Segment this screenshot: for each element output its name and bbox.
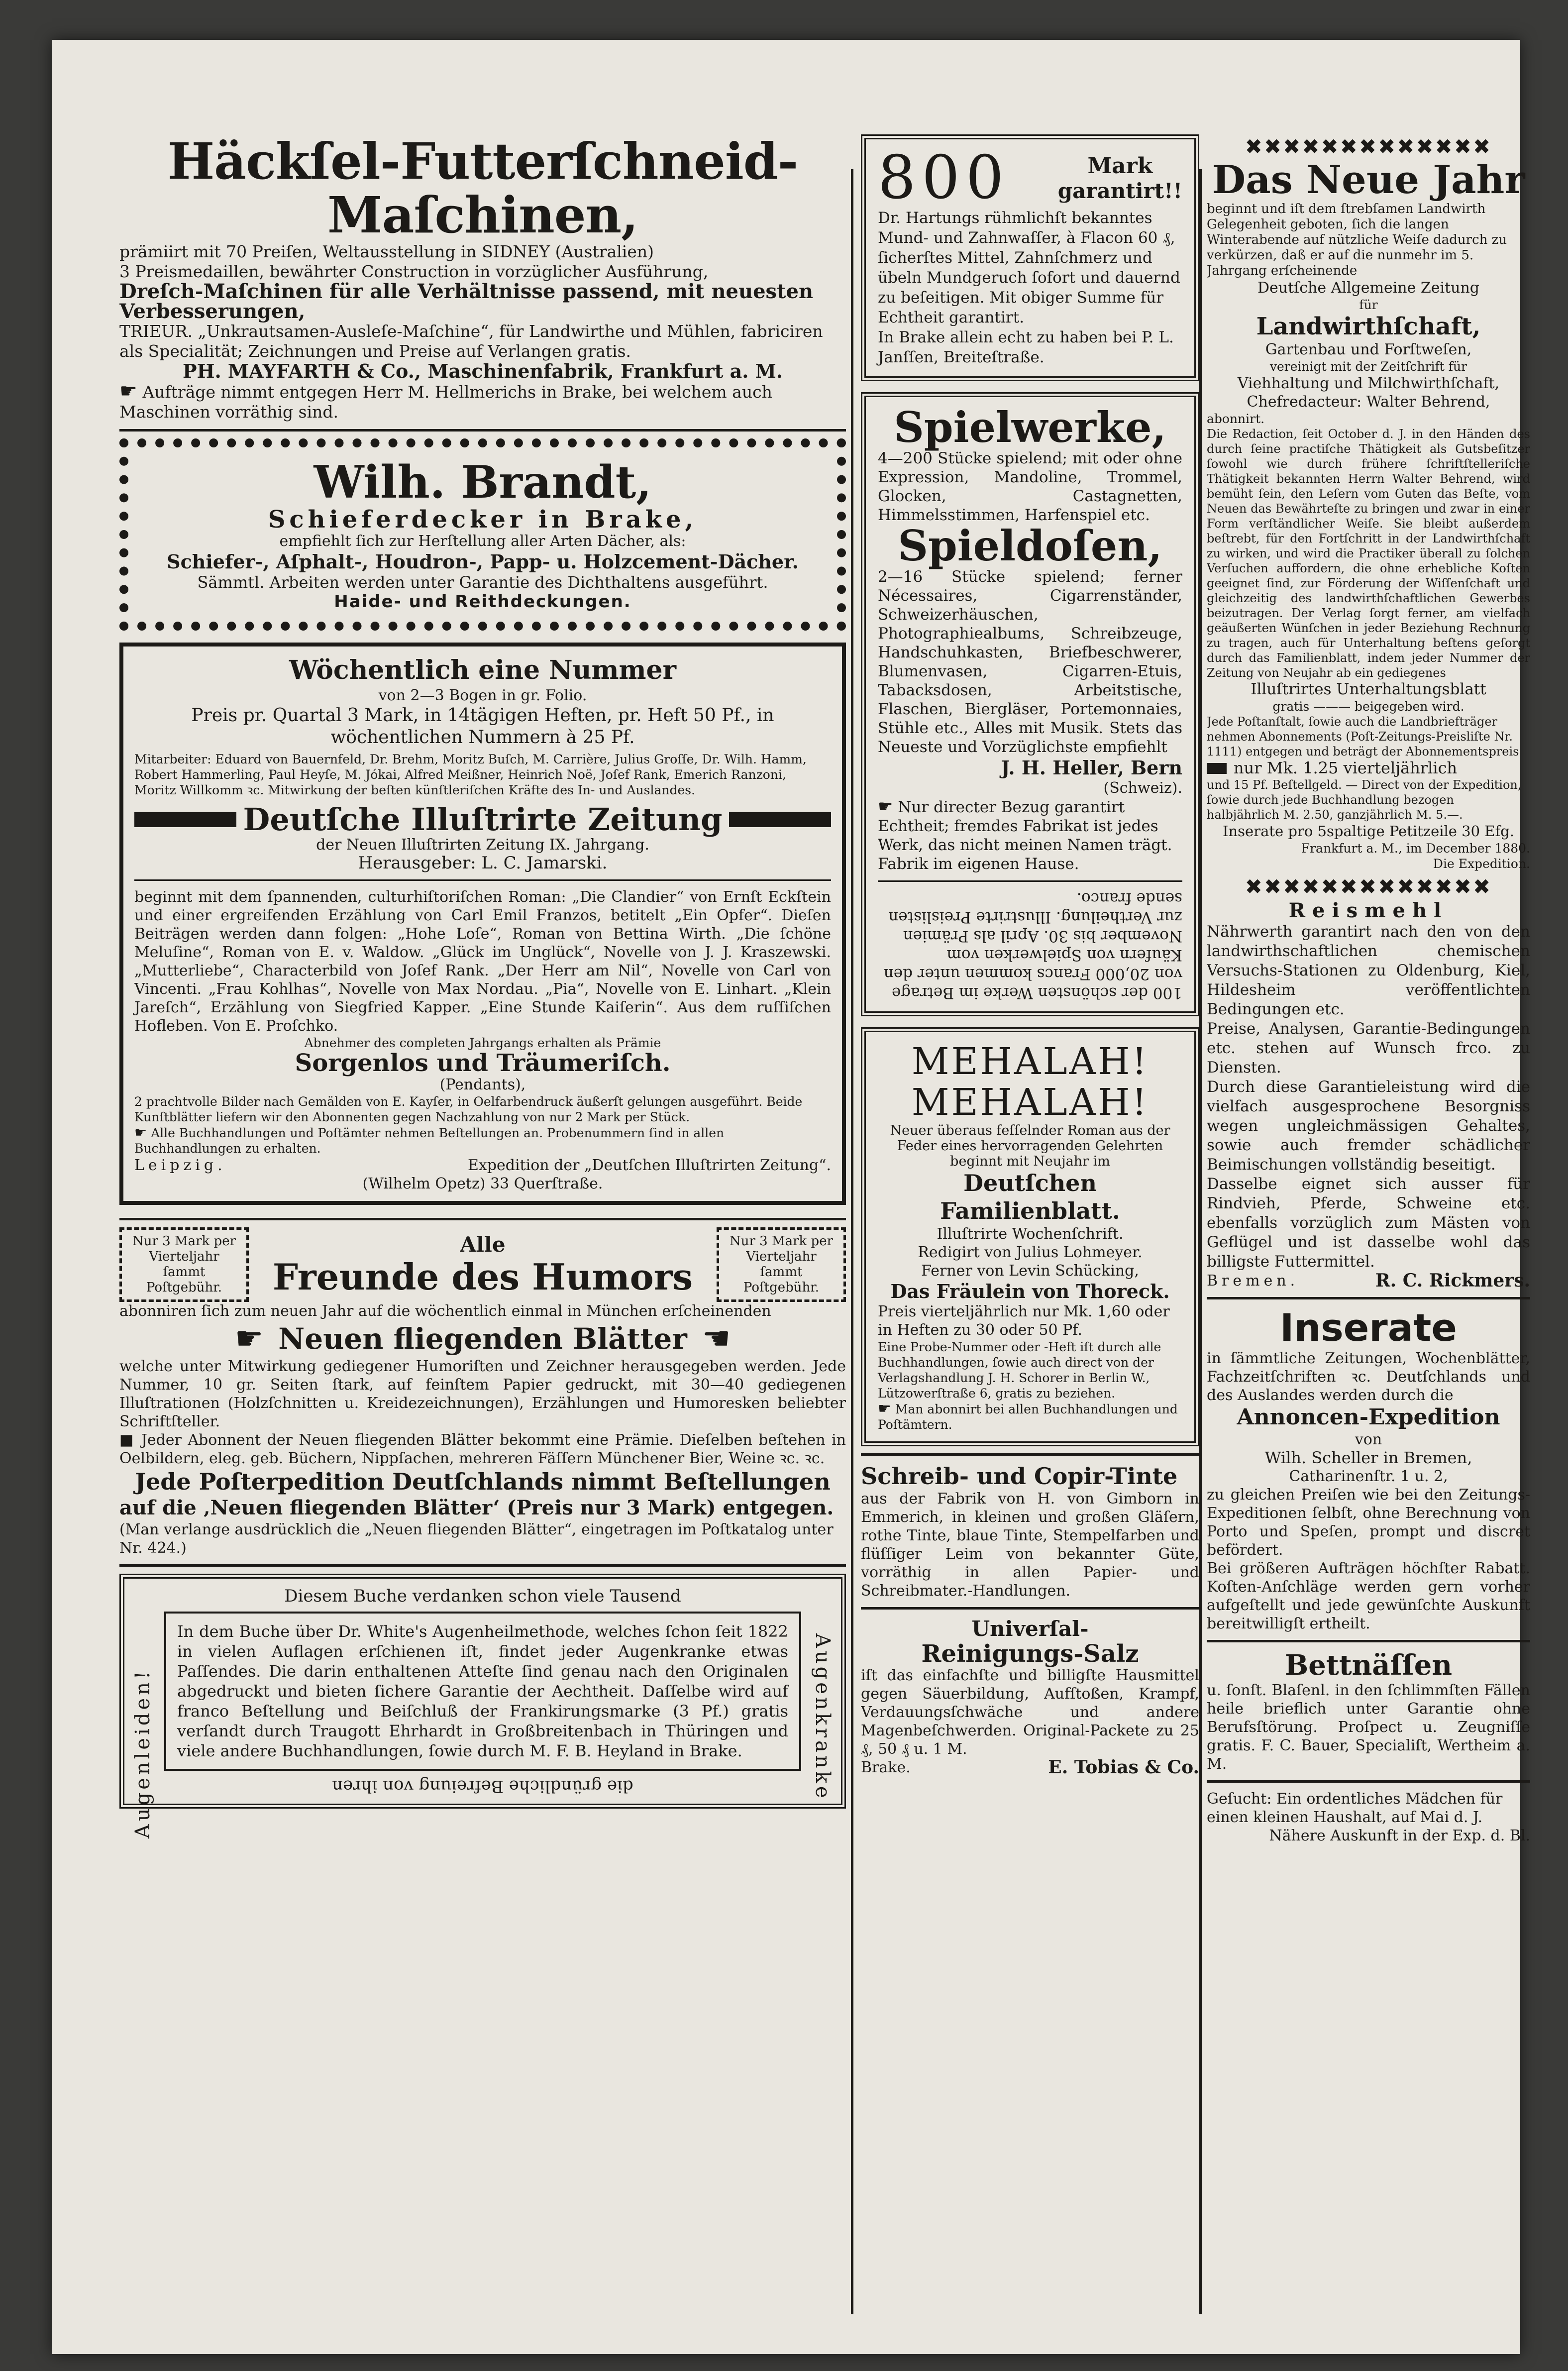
ad-text: beginnt mit dem ſpannenden, culturhiſtoriſchen Roman: „Die Clandier“ von Ernſt Eckſtein und einer ergreifenden Erzählung von Carl Emil Franzos, betitelt „Ein Opfer“. Dieſen Beiträgen werden dann folgen: „Hohe Loſe“, Roman von Bettina Wirth. „Die ſchöne Meluſine“, Roman von E. v. Waldow. „Glück im Unglück“, Novelle von J. J. Kraszewski. „Mutterliebe“, Characterbild von Joſef Rank. „Der Herr am Nil“, Novelle von Carl von Vincenti. „Frau Kohlhas“, Novelle von Max Nordau. „Pia“, Novelle von E. Linhart. „Klein Jareſch“, Erzählung von Siegfried Kapper. „Eine Stunde Kaiſerin“. Aus dem ruſſiſchen Hofleben. Von E. Proſchko. bbox=[134, 888, 831, 1035]
ad-text: 2—16 Stücke spielend; ferner Nécessaires, Cigarrenständer, Schweizerhäuschen, Photographiealbums, Schreibzeuge, Handschuhkasten, Briefbeschwerer, Blumenvasen, Cigarren-Etuis, Tabacksdosen, Arbeitstische, Flaschen, Biergläser, Portemonnaies, Stühle etc., Alles mit Musik. Stets das Neueste und Vorzüglichste empfiehlt bbox=[878, 568, 1182, 756]
ad-text: In dem Buche über Dr. White's Augenheilmethode, welches ſchon ſeit 1822 in vielen Auflagen erſchienen iſt, findet jeder Augenkranke etwas Paſſendes. Die darin enthaltenen Atteſte ſind genau nach den Originalen abgedruckt und bieten ſichere Garantie der Aechtheit. Daſſelbe wird auf franco Beſtellung und Beiſchluß der Frankirungsmarke (3 Pf.) gratis verſandt durch Traugott Ehrhardt in Großbreitenbach in Thüringen und viele andere Buchhandlungen, ſowie durch M. F. B. Heyland in Brake. bbox=[164, 1612, 801, 1771]
ad-line: Haide- und Reithdeckungen. bbox=[334, 592, 631, 612]
divider bbox=[119, 429, 846, 431]
divider bbox=[119, 1218, 846, 1220]
ad-line bbox=[878, 1401, 1182, 1432]
ad-title-group bbox=[273, 1232, 693, 1297]
ad-line: Illuſtrirtes Unterhaltungsblatt bbox=[1251, 680, 1486, 698]
ad-title: Univerſal- bbox=[971, 1617, 1089, 1641]
ad-line: garantirt!! bbox=[1057, 179, 1182, 203]
pointing-hand-icon: ☛ bbox=[234, 1320, 264, 1357]
ad-city: Bremen. bbox=[1207, 1272, 1299, 1290]
ad-line: Schiefer-, Aſphalt-, Houdron-, Papp- u. Holzcement-Dächer. bbox=[167, 550, 799, 573]
ad-contributors: Mitarbeiter: Eduard von Bauernfeld, Dr. Brehm, Moritz Buſch, M. Carrière, Julius Groſſe, Dr. Wilh. Hamm, Robert Hammerling, Paul Heyſe, M. Jókai, Alfred Meißner, Heinrich Noë, Joſef Rank, Emerich Ranzoni, Moritz Willkomm ꝛc. Mitwirkung der beſten künſtleriſchen Kräfte des In- und Auslandes. bbox=[134, 752, 807, 797]
ad-line: von 2—3 Bogen in gr. Folio. bbox=[378, 687, 587, 704]
ad-line: Ferner von Levin Schücking, bbox=[921, 1262, 1139, 1280]
divider bbox=[861, 1607, 1199, 1610]
divider bbox=[861, 1453, 1199, 1456]
ad-line: Diesem Buche verdanken schon viele Tausend bbox=[284, 1586, 681, 1606]
ad-heller bbox=[861, 392, 1199, 1016]
ad-text bbox=[119, 1431, 846, 1468]
divider bbox=[1207, 1297, 1530, 1299]
newspaper-page bbox=[52, 40, 1530, 2354]
divider bbox=[1207, 1640, 1530, 1642]
ad-heading: Landwirthſchaft, bbox=[1256, 313, 1481, 340]
ad-title: Häckſel-Futterſchneid-Maſchinen, bbox=[167, 134, 798, 244]
pointing-hand-icon: ☛ bbox=[134, 1124, 147, 1141]
ad-line-text: Alle Buchhandlungen und Poſtämter nehmen Beſtellungen an. Probenummern ſind in allen Buchhandlungen zu erhalten. bbox=[134, 1126, 725, 1156]
ad-line: (Pendants), bbox=[439, 1076, 526, 1093]
ad-line: Alle bbox=[460, 1232, 506, 1257]
ornament-row: ✖✖✖✖✖✖✖✖✖✖✖✖✖ bbox=[1245, 134, 1492, 159]
ad-header bbox=[878, 143, 1182, 213]
ad-text: welche unter Mitwirkung gediegener Humoriſten und Zeichner herausgegeben werden. Jede Nummer, 10 gr. Seiten ſtark, auf feinſtem Papier gedruckt, mit 30—40 gediegenen Illuſtrationen (Holzſchnitten u. Kreidezeichnungen), Erzählungen und Humoresken beliebter Schriftſteller. bbox=[119, 1358, 846, 1430]
ad-text: Dasselbe eignet sich ausser für Rindvieh, Pferde, Schweine etc. ebenfalls vorzüglich zum Mästen von Geflügel und ist dasselbe wohl das billigste Futtermittel. bbox=[1207, 1175, 1530, 1271]
ad-heading: Jede Poſterpedition Deutſchlands nimmt Beſtellungen bbox=[135, 1468, 831, 1495]
ad-text-body: Nur directer Bezug garantirt Echtheit; fremdes Fabrikat ist jedes Werk, das nicht meinen Namen trägt. Fabrik im eigenen Hause. bbox=[878, 798, 1172, 873]
ad-line-text: Man abonnirt bei allen Buchhandlungen und Poſtämtern. bbox=[878, 1402, 1178, 1432]
ad-line: Frankfurt a. M., im December 1880. bbox=[1301, 841, 1530, 856]
ad-title-group bbox=[1058, 153, 1182, 203]
ad-footer bbox=[134, 1156, 831, 1175]
ad-line: (Man verlange ausdrücklich die „Neuen fliegenden Blätter“, eingetragen im Poſtkatalog unter Nr. 424.) bbox=[119, 1521, 834, 1557]
ad-line: PH. MAYFARTH & Co., Maschinenfabrik, Frankfurt a. M. bbox=[183, 360, 783, 382]
bar-block bbox=[134, 812, 236, 827]
ad-heading: Sorgenlos und Träumeriſch. bbox=[295, 1049, 671, 1077]
ad-heading: Neuen fliegenden Blätter bbox=[278, 1322, 687, 1356]
ad-firm: Wilh. Scheller in Bremen, bbox=[1264, 1448, 1472, 1467]
ad-amount: 800 bbox=[878, 143, 1010, 213]
ad-line-inverted: die gründliche Befreiung von ihren bbox=[332, 1776, 633, 1796]
ad-humor bbox=[119, 1227, 846, 1557]
ad-haecksel bbox=[119, 134, 846, 422]
ad-text: zu gleichen Preiſen wie bei den Zeitungs-Expeditionen ſelbſt, ohne Berechnung von Porto und Speſen, prompt und discret befördert. bbox=[1207, 1486, 1530, 1559]
ad-line: Illuſtrirte Wochenſchrift. bbox=[937, 1225, 1124, 1243]
ad-hartung bbox=[861, 134, 1199, 381]
ad-text bbox=[878, 797, 1182, 873]
ad-text-inverted: 100 der schönsten Werke im Betrage von 20,000 Francs kommen unter den Käufern von Spielwerken vom November bis 30. April als Prämien zur Vertheilung. Illustrirte Preislisten sende franco. bbox=[883, 889, 1182, 1002]
ad-text-body: Jeder Abonnent der Neuen fliegenden Blätter bekommt eine Prämie. Dieſelben beſtehen in Oelbildern, eleg. geb. Büchern, Nippſachen, mehreren Fäſſern Münchener Bier, Weine ꝛc. ꝛc. bbox=[119, 1431, 846, 1467]
pointing-hand-icon: ☛ bbox=[878, 797, 893, 817]
ad-country: (Schweiz). bbox=[1103, 779, 1182, 797]
ad-line: Abnehmer des completen Jahrgangs erhalten als Prämie bbox=[304, 1036, 661, 1050]
ad-title: Freunde des Humors bbox=[272, 1256, 693, 1298]
ad-heading-row bbox=[119, 1320, 846, 1357]
ad-line: Die Expedition. bbox=[1433, 857, 1530, 871]
ad-line: empfiehlt ſich zur Herſtellung aller Arten Dächer, als: bbox=[279, 533, 686, 550]
ad-text: Geſucht: Ein ordentliches Mädchen für einen kleinen Haushalt, auf Mai d. J. bbox=[1207, 1790, 1503, 1826]
ad-title: Reinigungs-Salz bbox=[921, 1640, 1139, 1668]
divider bbox=[119, 1564, 846, 1567]
ad-line: Nähere Auskunft in der Exp. d. Bl. bbox=[1269, 1827, 1530, 1844]
ad-subtitle: der Neuen Illuſtrirten Zeitung IX. Jahrgang. bbox=[316, 836, 649, 854]
ad-line: Viehhaltung und Milchwirthſchaft, bbox=[1237, 375, 1500, 392]
ad-text: u. ſonſt. Blaſenl. in den ſchlimmſten Fällen heile brieflich unter Garantie ohne Berufsſtörung. Proſpect u. Zeugniſſe gratis. F. C. Bauer, Specialiſt, Wertheim a. M. bbox=[1207, 1682, 1530, 1773]
ad-text: aus der Fabrik von H. von Gimborn in Emmerich, in kleinen und großen Gläſern, rothe Tinte, blaue Tinte, Stempelfarben und flüſſiger Leim von bekannter Güte, vorräthig in allen Papier- und Schreibmater.-Handlungen. bbox=[861, 1490, 1199, 1600]
ad-gesucht bbox=[1207, 1790, 1530, 1845]
ad-text: in ſämmtliche Zeitungen, Wochenblätter, Fachzeitſchriften ꝛc. Deutſchlands und des Auslandes werden durch die bbox=[1207, 1350, 1530, 1404]
ad-title: Das Neue Jahr bbox=[1212, 157, 1525, 203]
ad-line: TRIEUR. „Unkrautsamen-Ausleſe-Maſchine“, für Landwirthe und Mühlen, fabriciren als Specialität; Zeichnungen und Preise auf Verlangen gratis. bbox=[119, 322, 823, 361]
ad-reismehl bbox=[1207, 899, 1530, 1290]
price-bar bbox=[1207, 759, 1530, 777]
ad-line-text: Aufträge nimmt entgegen Herr M. Hellmerichs in Brake, bei welchem auch Maschinen vorräthig sind. bbox=[119, 382, 772, 422]
divider bbox=[1207, 1780, 1530, 1783]
ad-line: Sämmtl. Arbeiten werden unter Garantie des Dichthaltens ausgeführt. bbox=[197, 573, 768, 592]
ad-line: Inserate pro 5spaltige Petitzeile 30 Efg. bbox=[1223, 823, 1514, 840]
ad-address: Catharinenſtr. 1 u. 2, bbox=[1289, 1468, 1448, 1485]
bar-block bbox=[729, 812, 831, 827]
ad-title: Spieldoſen, bbox=[898, 521, 1162, 570]
ad-text: Durch diese Garantieleistung wird die vielfach ausgesprochene Besorgniss wegen ungleichmässigen Gehaltes, sowie auch fremder schädlicher Beimischungen vollständig beseitigt. bbox=[1207, 1078, 1530, 1174]
ad-text: 4—200 Stücke spielend; mit oder ohne Expression, Mandoline, Trommel, Glocken, Castagnetten, Himmelsstimmen, Harfenspiel etc. bbox=[878, 449, 1182, 524]
ad-illustrirte-zeitung bbox=[119, 643, 846, 1205]
bar-block bbox=[1207, 763, 1227, 774]
ad-text: beginnt und iſt dem ſtrebſamen Landwirth Gelegenheit geboten, ſich die langen Winterabende auf nützliche Weiſe dadurch zu verkürzen, daß er auf die nunmehr im 5. Jahrgang erſcheinende bbox=[1207, 202, 1507, 278]
ad-side-label: Augenkranke bbox=[811, 1633, 834, 1801]
ad-line: abonnirt. bbox=[1207, 412, 1265, 426]
ad-line: Neuer überaus feſſelnder Roman aus der Feder eines hervorragenden Gelehrten beginnt mit Neujahr im bbox=[890, 1123, 1170, 1169]
ad-side-label: Augenleiden! bbox=[131, 1668, 154, 1839]
ad-city: Leipzig. bbox=[134, 1157, 226, 1174]
ad-heading: Wöchentlich eine Nummer bbox=[289, 655, 676, 685]
ad-inserate bbox=[1207, 1306, 1530, 1633]
ad-address: (Wilhelm Opetz) 33 Querſtraße. bbox=[362, 1175, 603, 1192]
ad-text: Die Redaction, ſeit October d. J. in den Händen des durch ſeine practiſche Thätigkeit als Gutsbeſitzer ſowohl wie durch frühere ſchriftſtelleriſche Thätigkeit bekannten Herrn Walter Behrend, wird bemüht ſein, den Leſern vom Guten das Beſte, vom Neuen das Bewährteſte zu bringen und zwar in einer Form verſtändlicher Weiſe. Sie bleibt außerdem beſtrebt, für den Fortſchritt in der Landwirthſchaft zu wirken, und wird die Practiker überall zu ſolchen Verſuchen auffordern, die ohne erhebliche Koſten geeignet ſind, zur Förderung der Wiſſenſchaft und gleichzeitig des landwirthſchaftlichen Gewerbes beizutragen. Der Verlag ſorgt ferner, am vielfach geäußerten Wünſchen in jeder Beziehung Rechnung zu tragen, auch für Unterhaltung beſtens geſorgt durch das Familienblatt, indem jeder Nummer der Zeitung von Neujahr ab ein gediegenes bbox=[1207, 427, 1530, 680]
ad-line: gratis ——— beigegeben wird. bbox=[1272, 699, 1464, 714]
ad-subtitle: Schieferdecker in Brake, bbox=[268, 506, 698, 534]
ad-line: Dreſch-Maſchinen für alle Verhältnisse passend, mit neuesten Verbesserungen, bbox=[119, 280, 814, 323]
ad-white-augenheil bbox=[119, 1574, 846, 1839]
column-middle bbox=[861, 134, 1199, 2324]
pointing-hand-icon: ☛ bbox=[119, 380, 137, 403]
ad-line: Eine Probe-Nummer oder -Heft iſt durch alle Buchhandlungen, ſowie auch direct von der Verlagshandlung J. H. Schorer in Berlin W., Lützowerſtraße 6, gratis zu beziehen. bbox=[878, 1340, 1161, 1401]
ad-line: auf die ‚Neuen fliegenden Blätter‘ (Preis nur 3 Mark) entgegen. bbox=[119, 1496, 834, 1519]
ad-line: Chefredacteur: Walter Behrend, bbox=[1247, 393, 1490, 411]
ad-text: Jede Poſtanſtalt, ſowie auch die Landbriefträger nehmen Abonnements (Poſt-Zeitungs-Preisliſte Nr. 1111) entgegen und beträgt der Abonnementspreis bbox=[1207, 715, 1519, 758]
ad-text: Nährwerth garantirt nach den von den landwirthschaftlichen chemischen Versuchs-Stationen zu Oldenburg, Kiel, Hildesheim veröffentlichten Bedingungen etc. bbox=[1207, 923, 1530, 1018]
ad-expedition: Expedition der „Deutſchen Illuſtrirten Zeitung“. bbox=[468, 1157, 831, 1174]
ad-title: Schreib- und Copir-Tinte bbox=[861, 1463, 1178, 1490]
pointing-hand-icon: ☛ bbox=[702, 1320, 731, 1357]
ad-line: Gartenbau und Forſtweſen, bbox=[1265, 341, 1472, 358]
ad-title: MEHALAH! bbox=[911, 1040, 1149, 1083]
ad-line: Redigirt von Julius Lohmeyer. bbox=[918, 1244, 1143, 1261]
ad-text: In Brake allein echt zu haben bei P. L. Janſſen, Breiteſtraße. bbox=[878, 328, 1174, 366]
title-bar bbox=[134, 801, 831, 838]
ad-line: 3 Preismedaillen, bewährter Construction in vorzüglicher Ausführung, bbox=[119, 262, 709, 281]
ad-line: Das Fräulein von Thoreck. bbox=[890, 1280, 1170, 1302]
ad-editor: Herausgeber: L. C. Jamarski. bbox=[358, 853, 608, 873]
divider bbox=[134, 879, 831, 881]
ad-line: von bbox=[1355, 1431, 1382, 1448]
ad-footer bbox=[861, 1758, 1199, 1777]
column-left bbox=[119, 134, 846, 2324]
ad-line: Deutſche Allgemeine Zeitung bbox=[1257, 279, 1479, 297]
ad-heading: Annoncen-Expedition bbox=[1237, 1404, 1500, 1430]
ad-line: abonniren ſich zum neuen Jahr auf die wöchentlich einmal in München erſcheinenden bbox=[119, 1302, 771, 1320]
ornament-row: ✖✖✖✖✖✖✖✖✖✖✖✖✖ bbox=[1245, 874, 1492, 899]
ad-price: Preis pr. Quartal 3 Mark, in 14tägigen Heften, pr. Heft 50 Pf., in wöchentlichen Nummern à 25 Pf. bbox=[191, 705, 774, 748]
divider bbox=[878, 880, 1182, 882]
ad-title: Deutſche Illuſtrirte Zeitung bbox=[243, 801, 723, 838]
ad-firm: E. Tobias & Co. bbox=[1048, 1757, 1199, 1778]
square-icon: ■ bbox=[119, 1431, 135, 1449]
ad-body bbox=[119, 242, 846, 422]
ad-title: Reismehl bbox=[1288, 899, 1449, 922]
ad-footer bbox=[1207, 1272, 1530, 1290]
ad-title: Inserate bbox=[1280, 1305, 1457, 1350]
ad-title: Bettnäſſen bbox=[1284, 1649, 1453, 1682]
ad-line: für bbox=[1359, 298, 1378, 312]
pointing-hand-icon: ☛ bbox=[878, 1400, 891, 1417]
ad-firm: J. H. Heller, Bern bbox=[1001, 756, 1182, 779]
column-rule bbox=[851, 169, 853, 2314]
ad-title: Spielwerke, bbox=[894, 403, 1166, 452]
ad-text: Bei größeren Aufträgen höchſter Rabatt. Koſten-Anſchläge werden gern vorher aufgeſtellt und jede gewünſchte Auskunft bereitwilligſt ertheilt. bbox=[1207, 1560, 1530, 1632]
ad-text: Preise, Analysen, Garantie-Bedingungen etc. stehen auf Wunsch frco. zu Diensten. bbox=[1207, 1020, 1530, 1077]
ad-line: vereinigt mit der Zeitſchrift für bbox=[1269, 359, 1467, 374]
ad-text: iſt das einfachſte und billigſte Hausmittel gegen Säuerbildung, Aufſtoßen, Krampf, Verdauungsſchwäche und andere Magenbeſchwerden. Original-Packete zu 25 ₰, 50 ₰ u. 1 M. bbox=[861, 1667, 1199, 1758]
ad-line bbox=[119, 381, 846, 422]
ad-mehalah bbox=[861, 1027, 1199, 1446]
ad-price: nur Mk. 1.25 vierteljährlich bbox=[1234, 758, 1458, 777]
column-rule bbox=[1199, 169, 1202, 2314]
ad-firm: R. C. Rickmers. bbox=[1375, 1270, 1530, 1291]
column-right bbox=[1207, 134, 1530, 2324]
ad-salz bbox=[861, 1617, 1199, 1777]
ad-title: Wilh. Brandt, bbox=[314, 456, 652, 509]
ad-heading: Deutſchen Familienblatt. bbox=[940, 1170, 1120, 1224]
ad-brandt bbox=[119, 438, 846, 631]
ad-line: Preis vierteljährlich nur Mk. 1,60 oder in Heften zu 30 oder 50 Pf. bbox=[878, 1303, 1170, 1339]
ad-city: Brake. bbox=[861, 1759, 911, 1776]
ad-title: MEHALAH! bbox=[911, 1081, 1149, 1124]
ad-line: 2 prachtvolle Bilder nach Gemälden von E. Kayſer, in Oelfarbendruck äußerſt gelungen ausgeführt. Beide Kunſtblätter liefern wir den Abonnenten gegen Nachzahlung von nur 2 Mark per Stück. bbox=[134, 1094, 803, 1124]
ad-text: Dr. Hartungs rühmlichſt bekanntes Mund- und Zahnwaſſer, à Flacon 60 ₰, ſicherſtes Mittel, Zahnſchmerz und übeln Mundgeruch ſofort und dauernd zu beſeitigen. Mit obiger Summe für Echtheit garantirt. bbox=[878, 209, 1180, 326]
ad-header bbox=[119, 1227, 846, 1302]
ad-line: Mark bbox=[1087, 153, 1153, 179]
ad-line: prämiirt mit 70 Preiſen, Weltausstellung in SIDNEY (Australien) bbox=[119, 242, 654, 261]
ad-tinte bbox=[861, 1463, 1199, 1600]
ad-neues-jahr bbox=[1207, 159, 1530, 871]
ad-text: und 15 Pf. Beſtellgeld. — Direct von der Expedition, ſowie durch jede Buchhandlung bezogen halbjährlich M. 2.50, ganzjährlich M. 5.—. bbox=[1207, 778, 1522, 822]
price-box: Nur 3 Mark per Vierteljahr ſammt Poſtgebühr. bbox=[119, 1227, 249, 1302]
ad-line bbox=[134, 1125, 831, 1156]
price-box: Nur 3 Mark per Vierteljahr ſammt Poſtgebühr. bbox=[717, 1227, 846, 1302]
ad-bettnaessen bbox=[1207, 1649, 1530, 1773]
